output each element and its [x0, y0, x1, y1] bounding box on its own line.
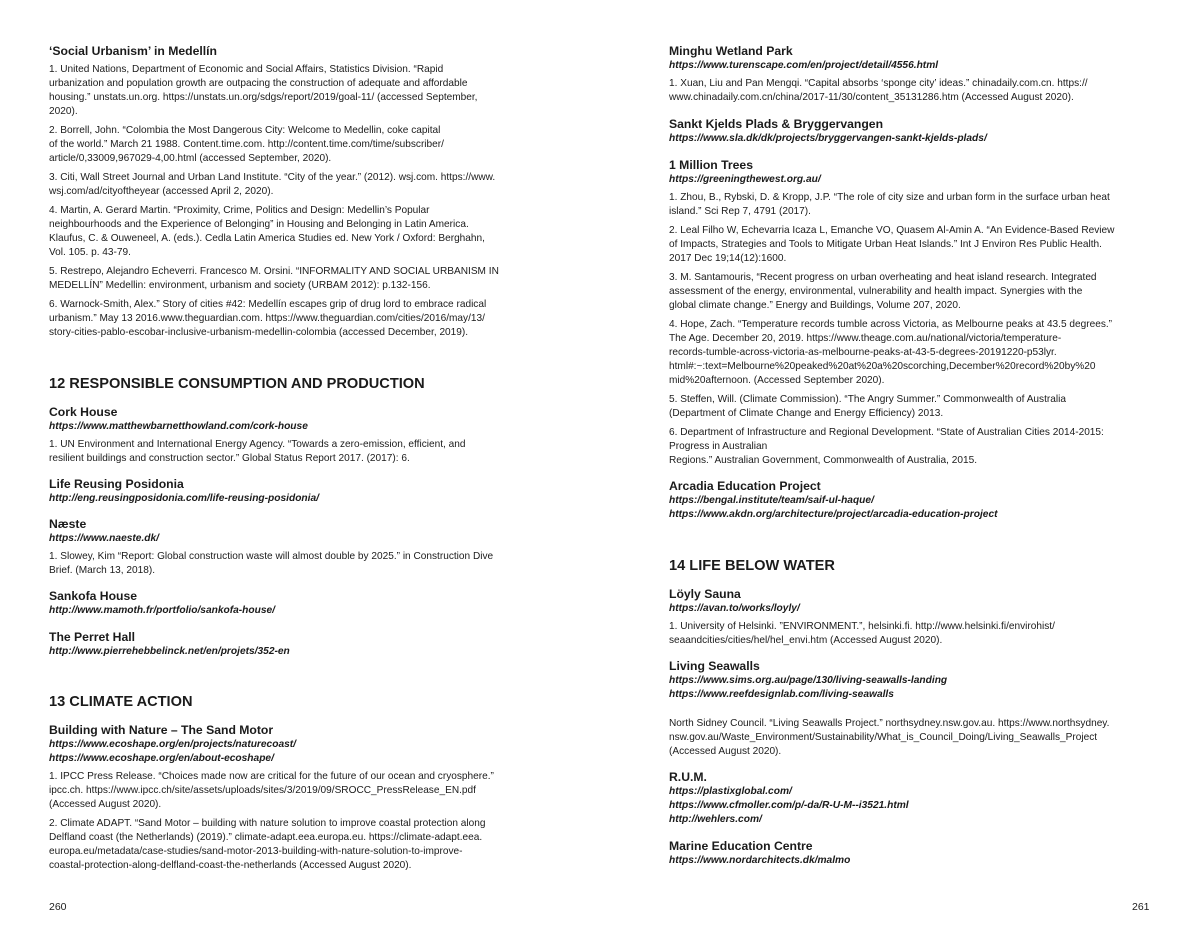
reference-line: urbanization and population growth are outpacing the construction of adequate and affordable — [49, 78, 468, 89]
reference-line: 2. Climate ADAPT. “Sand Motor – building with nature solution to improve coastal protection along — [49, 818, 486, 829]
entry-block — [669, 117, 1153, 146]
section-heading: 13 CLIMATE ACTION — [49, 694, 193, 710]
entry-url-link[interactable]: http://www.mamoth.fr/portfolio/sankofa-house/ — [49, 605, 276, 616]
section-heading: 12 RESPONSIBLE CONSUMPTION AND PRODUCTION — [49, 376, 425, 392]
entry-url-link[interactable]: https://www.naeste.dk/ — [49, 533, 160, 544]
reference-paragraph — [669, 191, 1153, 219]
section-heading-block — [49, 693, 533, 711]
reference-line: resilient buildings and construction sector.” Global Status Report 2017. (2017): 6. — [49, 453, 410, 464]
reference-line: 4. Martin, A. Gerard Martin. “Proximity, Crime, Politics and Design: Medellin’s Popular — [49, 205, 430, 216]
reference-line: island.” Sci Rep 7, 4791 (2017). — [669, 206, 811, 217]
reference-line: Brief. (March 13, 2018). — [49, 565, 156, 576]
entry-title: Life Reusing Posidonia — [49, 477, 184, 491]
page-number-right: 261 — [1132, 901, 1150, 913]
reference-paragraph — [49, 298, 533, 340]
entry-url-link[interactable]: https://www.ecoshape.org/en/about-ecoshape/ — [49, 753, 274, 764]
reference-line: html#:~:text=Melbourne%20peaked%20at%20a%20scorching,December%20record%20by%20 — [669, 361, 1096, 372]
reference-line: The Age. December 20, 2019. https://www.theage.com.au/national/victoria/temperature- — [669, 333, 1062, 344]
reference-line: MEDELLÍN” Medellin: environment, urbanism and society (URBAM 2012): p.132-156. — [49, 280, 431, 291]
reference-paragraph — [669, 271, 1153, 313]
reference-line: (Department of Climate Change and Energy Efficiency) 2013. — [669, 408, 944, 419]
entry-block — [49, 517, 533, 578]
entry-title: Building with Nature – The Sand Motor — [49, 723, 274, 737]
reference-line: (Accessed August 2020). — [669, 746, 782, 757]
entry-title: ‘Social Urbanism’ in Medellín — [49, 44, 217, 58]
entry-block — [49, 630, 533, 659]
reference-line: 3. Citi, Wall Street Journal and Urban Land Institute. “City of the year.” (2012). wsj.com. https://www. — [49, 172, 496, 183]
reference-line: neighbourhoods and the Experience of Belonging” in Housing and Belonging in Latin America. — [49, 219, 469, 230]
reference-paragraph — [49, 817, 533, 873]
reference-line: 1. Slowey, Kim “Report: Global construction waste will almost double by 2025.” in Construction Dive — [49, 551, 494, 562]
reference-line: 1. United Nations, Department of Economic and Social Affairs, Statistics Division. “Rapid — [49, 64, 444, 75]
entry-url-link[interactable]: https://www.cfmoller.com/p/-da/R-U-M--i3521.html — [669, 800, 909, 811]
section-heading-block — [669, 557, 1153, 575]
entry-url-link[interactable]: https://www.akdn.org/architecture/project/arcadia-education-project — [669, 509, 998, 520]
entry-url-link[interactable]: https://greeningthewest.org.au/ — [669, 174, 821, 185]
reference-line: of the world.” March 21 1988. Content.time.com. http://content.time.com/time/subscriber/ — [49, 139, 444, 150]
reference-paragraph — [669, 77, 1153, 105]
reference-line: ipcc.ch. https://www.ipcc.ch/site/assets/uploads/sites/3/2019/09/SROCC_PressRelease_EN.pdf — [49, 785, 476, 796]
entry-title: Sankofa House — [49, 589, 138, 603]
reference-line: Vol. 105. p. 43-79. — [49, 247, 131, 258]
right-page-column — [669, 44, 1153, 868]
reference-paragraph — [49, 770, 533, 812]
reference-paragraph — [669, 620, 1153, 648]
reference-paragraph — [669, 224, 1153, 266]
entry-block — [49, 477, 533, 506]
reference-paragraph — [669, 393, 1153, 421]
entry-title: Löyly Sauna — [669, 587, 741, 601]
entry-title: Living Seawalls — [669, 659, 760, 673]
entry-title: The Perret Hall — [49, 630, 136, 644]
reference-line: Progress in Australian — [669, 441, 768, 452]
entry-block — [669, 158, 1153, 468]
reference-line: housing.” unstats.un.org. https://unstats.un.org/sdgs/report/2019/goal-11/ (accessed September, — [49, 92, 478, 103]
page-number-left: 260 — [49, 901, 67, 913]
reference-line: 6. Department of Infrastructure and Regional Development. “State of Australian Cities 2014-2015: — [669, 427, 1104, 438]
reference-line: mid%20afternoon. (Accessed September 2020). — [669, 375, 885, 386]
entry-block — [669, 479, 1153, 522]
entry-url-link[interactable]: https://plastixglobal.com/ — [669, 786, 792, 797]
reference-paragraph — [669, 318, 1153, 388]
reference-line: 1. University of Helsinki. ”ENVIRONMENT.”, helsinki.fi. http://www.helsinki.fi/envirohist/ — [669, 621, 1055, 632]
entry-block — [49, 44, 533, 340]
reference-line: 2017 Dec 19;14(12):1600. — [669, 253, 787, 264]
entry-title: Marine Education Centre — [669, 839, 813, 853]
reference-paragraph — [49, 550, 533, 578]
reference-paragraph — [49, 204, 533, 260]
reference-line: 4. Hope, Zach. “Temperature records tumble across Victoria, as Melbourne peaks at 43.5 degrees.” — [669, 319, 1113, 330]
entry-block — [669, 587, 1153, 648]
entry-block — [669, 44, 1153, 105]
reference-line: Klaufus, C. & Ouweneel, A. (eds.). Cedla Latin America Studies ed. New York / Oxford: Berghahn, — [49, 233, 485, 244]
entry-url-link[interactable]: https://www.ecoshape.org/en/projects/naturecoast/ — [49, 739, 297, 750]
reference-line: seaandcities/cities/hel/hel_envi.htm (Accessed August 2020). — [669, 635, 943, 646]
reference-line: 1. IPCC Press Release. “Choices made now are critical for the future of our ocean and cryosphere.” — [49, 771, 494, 782]
reference-paragraph — [669, 717, 1153, 759]
entry-title: Cork House — [49, 405, 118, 419]
reference-line: 1. Xuan, Liu and Pan Mengqi. “Capital absorbs ‘sponge city’ ideas.” chinadaily.com.cn. https:// — [669, 78, 1088, 89]
reference-line: nsw.gov.au/Waste_Environment/Sustainability/What_is_Council_Doing/Living_Seawalls_Project — [669, 732, 1098, 743]
entry-url-link[interactable]: https://bengal.institute/team/saif-ul-haque/ — [669, 495, 874, 506]
reference-line: 6. Warnock-Smith, Alex.” Story of cities #42: Medellín escapes grip of drug lord to embrace radical — [49, 299, 487, 310]
entry-block — [669, 659, 1153, 759]
reference-line: urbanism.” May 13 2016.www.theguardian.com. https://www.theguardian.com/cities/2016/may/13/ — [49, 313, 485, 324]
reference-paragraph — [49, 171, 533, 199]
reference-line: 2. Leal Filho W, Echevarria Icaza L, Emanche VO, Quasem Al-Amin A. “An Evidence-Based Review — [669, 225, 1115, 236]
reference-line: 1. UN Environment and International Energy Agency. “Towards a zero-emission, efficient, and — [49, 439, 466, 450]
reference-paragraph — [49, 438, 533, 466]
reference-line: article/0,33009,967029-4,00.html (accessed September, 2020). — [49, 153, 332, 164]
reference-line: Regions.” Australian Government, Commonwealth of Australia, 2015. — [669, 455, 978, 466]
reference-line: europa.eu/metadata/case-studies/sand-motor-2013-building-with-nature-solution-to-improve- — [49, 846, 463, 857]
entry-title: Næste — [49, 517, 87, 531]
reference-paragraph — [49, 63, 533, 119]
entry-url-link[interactable]: https://avan.to/works/loyly/ — [669, 603, 800, 614]
reference-line: 5. Steffen, Will. (Climate Commission). “The Angry Summer.” Commonwealth of Australia — [669, 394, 1066, 405]
reference-line: 1. Zhou, B., Rybski, D. & Kropp, J.P. “The role of city size and urban form in the surface urban heat — [669, 192, 1110, 203]
reference-line: (Accessed August 2020). — [49, 799, 162, 810]
entry-title: Arcadia Education Project — [669, 479, 821, 493]
reference-line: global climate change.” Energy and Buildings, Volume 207, 2020. — [669, 300, 961, 311]
entry-block — [49, 723, 533, 873]
reference-paragraph — [49, 124, 533, 166]
reference-line: of Impacts, Strategies and Tools to Mitigate Urban Heat Islands.” Int J Environ Res Public Health. — [669, 239, 1102, 250]
section-heading-block — [49, 375, 533, 393]
entry-url-link[interactable]: https://www.reefdesignlab.com/living-seawalls — [669, 689, 894, 700]
reference-line: 5. Restrepo, Alejandro Echeverri. Francesco M. Orsini. “INFORMALITY AND SOCIAL URBANISM IN — [49, 266, 499, 277]
entry-block — [669, 839, 1153, 868]
entry-block — [669, 770, 1153, 827]
reference-paragraph — [669, 426, 1153, 468]
entry-url-link[interactable]: http://eng.reusingposidonia.com/life-reusing-posidonia/ — [49, 493, 319, 504]
entry-title: Minghu Wetland Park — [669, 44, 793, 58]
reference-line: www.chinadaily.com.cn/china/2017-11/30/content_35131286.htm (Accessed August 2020). — [669, 92, 1074, 103]
reference-line: 3. M. Santamouris, “Recent progress on urban overheating and heat island research. Integrated — [669, 272, 1097, 283]
entry-url-link[interactable]: http://www.pierrehebbelinck.net/en/projets/352-en — [49, 646, 290, 657]
entry-title: Sankt Kjelds Plads & Bryggervangen — [669, 117, 884, 131]
entry-block — [49, 589, 533, 618]
entry-block — [49, 405, 533, 466]
reference-line: 2. Borrell, John. “Colombia the Most Dangerous City: Welcome to Medellin, coke capital — [49, 125, 441, 136]
reference-line: 2020). — [49, 106, 78, 117]
reference-line: Delfland coast (the Netherlands) (2019).” climate-adapt.eea.europa.eu. https://climate-adapt.eea. — [49, 832, 483, 843]
reference-paragraph — [49, 265, 533, 293]
entry-url-link[interactable]: https://www.sla.dk/dk/projects/bryggervangen-sankt-kjelds-plads/ — [669, 133, 987, 144]
reference-line: story-cities-pablo-escobar-inclusive-urbanism-medellin-colombia (accessed December, 2019). — [49, 327, 469, 338]
entry-url-link[interactable]: https://www.nordarchitects.dk/malmo — [669, 855, 851, 866]
entry-url-link[interactable]: https://www.turenscape.com/en/project/detail/4556.html — [669, 60, 939, 71]
left-page-column — [49, 44, 533, 873]
entry-url-link[interactable]: https://www.matthewbarnetthowland.com/cork-house — [49, 421, 308, 432]
reference-line: records-tumble-across-victoria-as-melbourne-peaks-at-43-5-degrees-20191220-p53lyr. — [669, 347, 1057, 358]
entry-url-link[interactable]: https://www.sims.org.au/page/130/living-seawalls-landing — [669, 675, 948, 686]
reference-line: North Sidney Council. “Living Seawalls Project.” northsydney.nsw.gov.au. https://www.northsydney. — [669, 718, 1110, 729]
section-heading: 14 LIFE BELOW WATER — [669, 558, 835, 574]
entry-title: R.U.M. — [669, 770, 707, 784]
reference-line: assessment of the energy, environmental, vulnerability and health impact. Synergies with the — [669, 286, 1083, 297]
reference-line: coastal-protection-along-delfland-coast-the-netherlands (Accessed August 2020). — [49, 860, 412, 871]
entry-title: 1 Million Trees — [669, 158, 753, 172]
reference-line: wsj.com/ad/cityoftheyear (accessed April 2, 2020). — [49, 186, 274, 197]
entry-url-link[interactable]: http://wehlers.com/ — [669, 814, 762, 825]
